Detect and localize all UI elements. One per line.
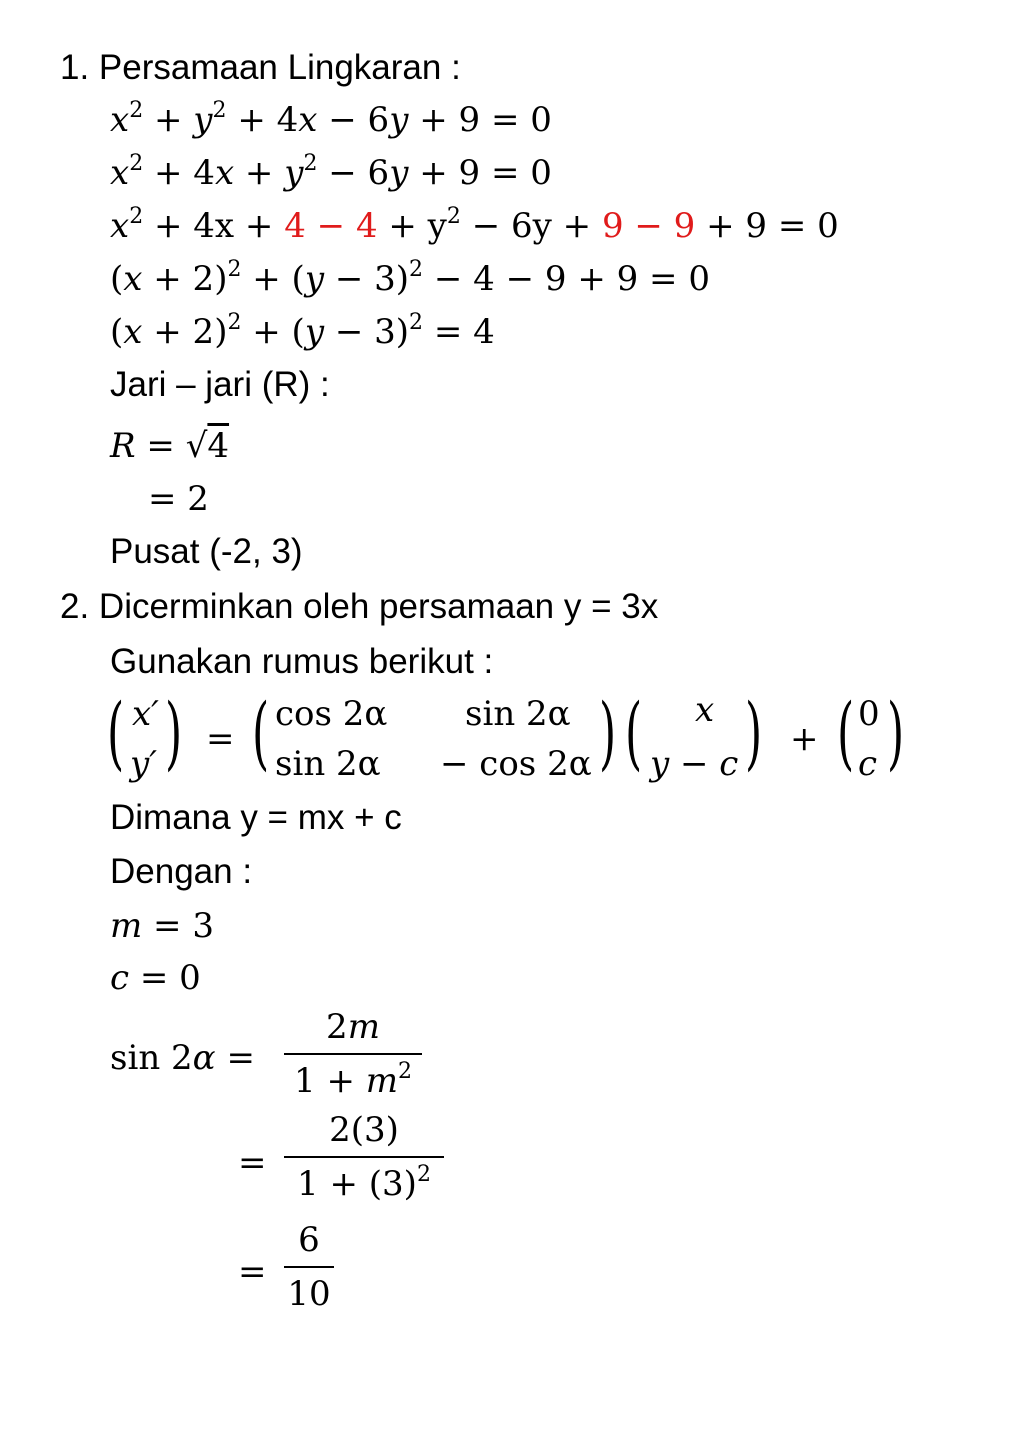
equation-line-4: $(x + 2)^2 + (y - 3)^2 - 4 - 9 + 9 = 0$ (110, 257, 710, 299)
radius-equation-2: = 2 (148, 479, 209, 519)
where-line: Dimana y = mx + c (110, 798, 402, 837)
equals-2: = (238, 1143, 267, 1183)
equation-line-2: $x^2 + 4x + y^2 - 6y + 9 = 0$ (110, 151, 552, 193)
fraction-3: 6 10 (284, 1218, 334, 1316)
paren-left: ( (107, 686, 125, 779)
sin-label: sin 2α = (110, 1038, 255, 1078)
c-value: c = 0 (110, 958, 201, 998)
highlight-term-9: 9 − 9 (601, 206, 696, 246)
center-point: Pusat (-2, 3) (110, 532, 303, 571)
equation-line-5: $(x + 2)^2 + (y - 3)^2 = 4$ (110, 310, 495, 352)
equation-line-1: $x^2 + y^2 + 4x - 6y + 9 = 0$ (110, 98, 552, 140)
equation-line-3: $x^2 + 4x + 4 - 4 + y^2 - 6y + 9 - 9 + 9 = 0$ (110, 204, 839, 246)
radius-equation-1: R = √4 (110, 426, 230, 466)
equals-3: = (238, 1252, 267, 1292)
m-value: m = 3 (110, 906, 214, 946)
section2-heading: 2. Dicerminkan oleh persamaan y = 3x (60, 587, 659, 626)
formula-intro: Gunakan rumus berikut : (110, 642, 494, 681)
fraction-2: 2(3) $1 + (3)^2$ (284, 1108, 444, 1206)
with-line: Dengan : (110, 852, 253, 891)
fraction-1: 2m $1 + m^2$ (284, 1005, 422, 1103)
section1-heading: 1. Persamaan Lingkaran : (60, 48, 461, 87)
highlight-term-4: 4 − 4 (284, 206, 378, 246)
radius-label: Jari – jari (R) : (110, 365, 330, 404)
